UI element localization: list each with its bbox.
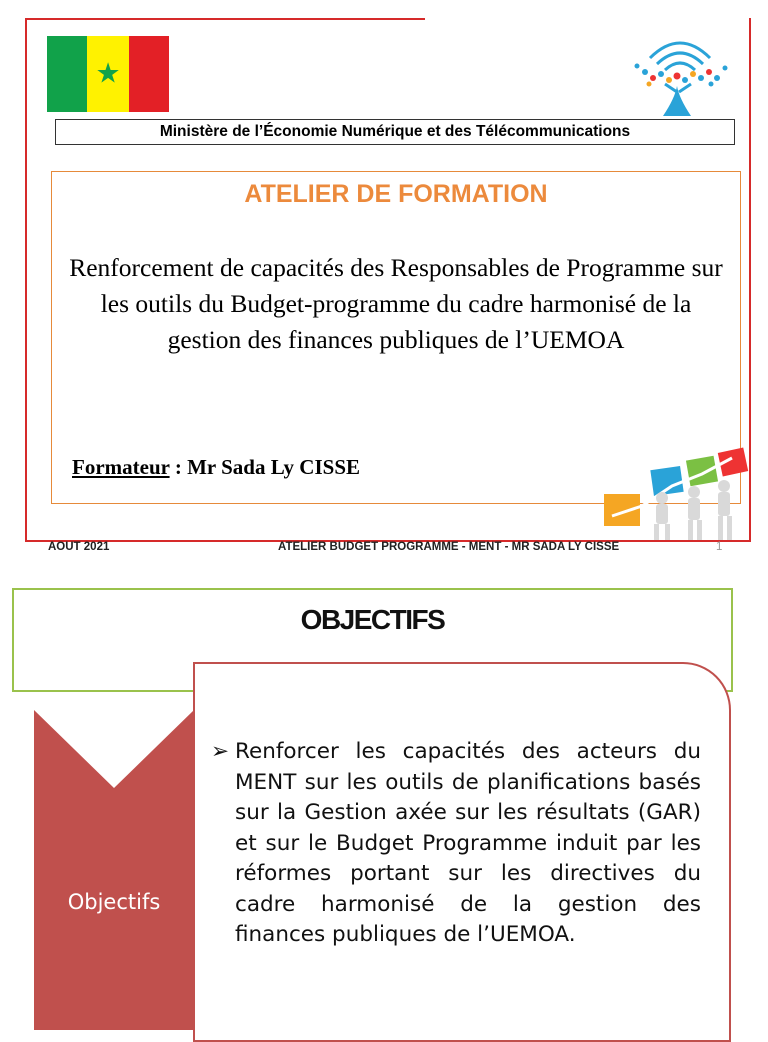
footer-date: AOUT 2021 [48, 541, 110, 553]
workshop-subject: Renforcement de capacités des Responsables de Programme sur les outils du Budget-programme du cadre harmonisé de la gestion des finances publiques de l’UEMOA [69, 253, 723, 354]
senegal-flag-icon [47, 36, 169, 112]
footer-page-number: 1 [716, 541, 723, 553]
trainer-line [72, 455, 360, 480]
slide-top-border [25, 18, 425, 20]
trainer-separator: : [169, 455, 188, 479]
footer-title: ATELIER BUDGET PROGRAMME - MENT - MR SADA LY CISSE [278, 541, 620, 553]
workshop-heading: ATELIER DE FORMATION [244, 180, 548, 208]
trainer-label: Formateur [72, 455, 170, 479]
objective-bullet [211, 737, 701, 951]
teamwork-chart-illustration-icon [602, 446, 762, 546]
trainer-name: Mr Sada Ly CISSE [187, 455, 360, 479]
arrow-bullet-icon: ➢ [211, 739, 230, 764]
objective-text: Renforcer les capacités des acteurs du MENT sur les outils de planifications basés sur la Gestion axée sur les résultats (GAR) et sur le Budget Programme induit par les réformes portant sur les directives du cadre harmonisé de la gestion des finances publiques de l’UEMOA. [235, 739, 701, 947]
title-slide [25, 18, 751, 542]
objectives-side-label: Objectifs [67, 890, 161, 914]
objectives-chevron-shape [34, 710, 194, 1030]
objectives-content-box [193, 662, 731, 1042]
star-icon: ★ [95, 56, 121, 90]
ministry-banner: Ministère de l’Économie Numérique et des Télécommunications [55, 119, 735, 145]
digital-tree-logo-icon [625, 28, 735, 118]
objectives-title: OBJECTIFS [300, 604, 445, 635]
